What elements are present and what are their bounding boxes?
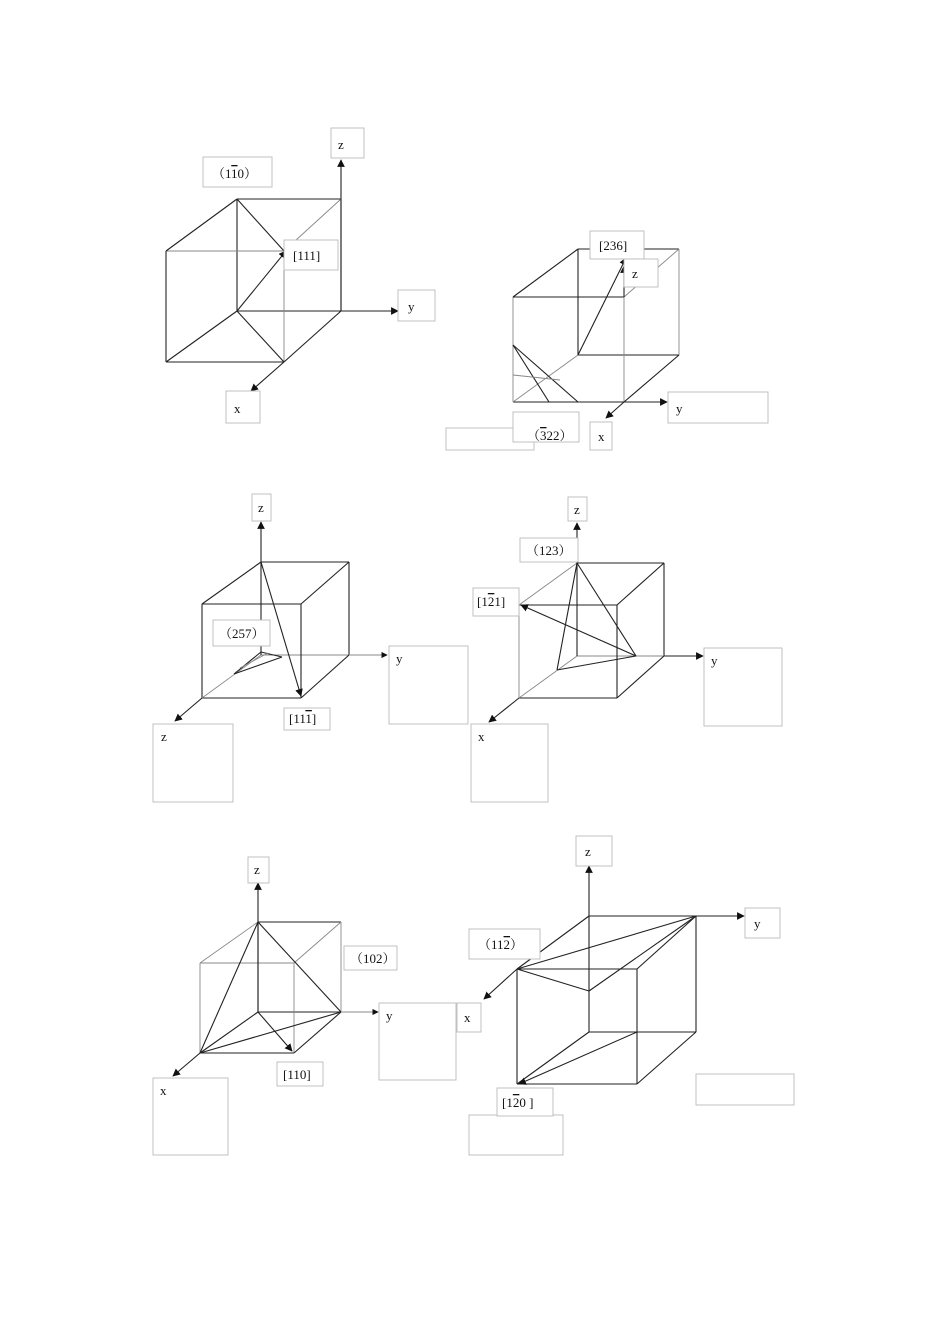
direction-arrow-4	[521, 605, 636, 656]
y-axis-label-3: y	[396, 651, 403, 666]
x-axis-2	[606, 402, 624, 418]
direction-label-2: [236]	[599, 238, 628, 253]
direction-label-4: [121]	[477, 594, 506, 609]
plane-label-1: （110）	[212, 166, 258, 181]
direction-label-5: [110]	[283, 1067, 311, 1082]
plane-1	[237, 199, 284, 362]
plane-label-6: （112）	[478, 937, 524, 952]
x-axis-5	[173, 1053, 200, 1076]
y-axis-label-1: y	[408, 299, 415, 314]
x-axis-4	[489, 698, 519, 722]
cube-6	[517, 916, 696, 1084]
figure-1	[166, 128, 435, 423]
figure-2	[446, 231, 768, 450]
direction-arrow-1	[237, 251, 286, 311]
x-axis-label-6: x	[464, 1010, 471, 1025]
plane-2	[513, 345, 578, 402]
direction-arrow-5	[258, 1012, 292, 1051]
figure-6	[457, 836, 794, 1155]
plane-label-5: （102）	[350, 951, 396, 966]
z-axis-label-2: z	[632, 266, 638, 281]
plane-4	[557, 563, 636, 670]
y-axis-label-4: y	[711, 653, 718, 668]
direction-label-1: [111]	[293, 248, 321, 263]
z-axis-label-3: z	[258, 500, 264, 515]
plane-5	[200, 922, 341, 1053]
direction-label-3: [111]	[289, 711, 317, 726]
x-axis-1	[251, 362, 284, 391]
direction-label-6: [120 ]	[502, 1095, 534, 1110]
y-axis-label-5: y	[386, 1008, 393, 1023]
y-axis-label-6: y	[754, 916, 761, 931]
z-axis-label-6: z	[585, 844, 591, 859]
z-axis-label-4: z	[574, 502, 580, 517]
figure-3	[153, 494, 468, 802]
plane-label-3: （257）	[219, 626, 265, 641]
plane-label-4: （123）	[526, 543, 572, 558]
figure-4	[471, 497, 782, 802]
x-axis-label-5: x	[160, 1083, 167, 1098]
plane-label-2: （322）	[527, 428, 573, 443]
cube-1	[166, 199, 341, 362]
plane-3	[234, 652, 282, 674]
direction-arrow-2	[578, 258, 626, 355]
x-axis-3	[175, 698, 202, 721]
x-axis-label-3: z	[161, 729, 167, 744]
x-axis-6	[484, 969, 517, 999]
x-axis-label-2: x	[598, 429, 605, 444]
z-axis-label-1: z	[338, 137, 344, 152]
x-axis-label-1: x	[234, 401, 241, 416]
cube-5	[200, 922, 341, 1053]
x-axis-label-4: x	[478, 729, 485, 744]
z-axis-label-5: z	[254, 862, 260, 877]
cube-4	[519, 563, 664, 698]
plane-6	[517, 916, 696, 991]
figure-5	[153, 857, 456, 1155]
y-axis-label-2: y	[676, 401, 683, 416]
